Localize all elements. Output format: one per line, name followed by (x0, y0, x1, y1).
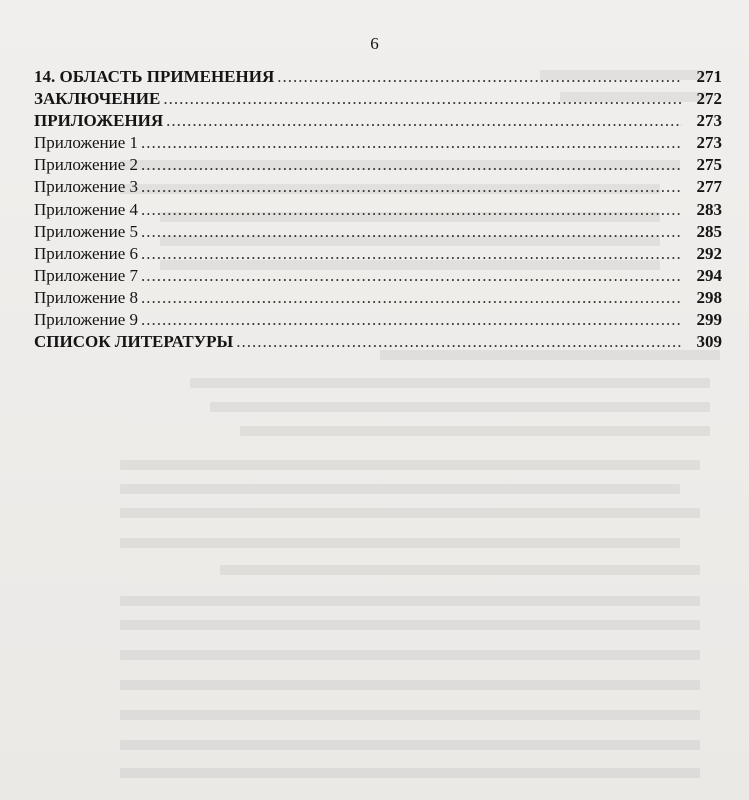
toc-entry-page: 277 (696, 177, 722, 197)
toc-entry (34, 88, 722, 110)
toc-entry-page: 285 (696, 221, 722, 241)
toc-leader-dots (141, 176, 682, 198)
toc-entry (34, 110, 722, 132)
toc-entry-title: Приложение 5 (34, 221, 138, 241)
toc-entry-page: 275 (696, 155, 722, 175)
toc-entry-title: 14. ОБЛАСТЬ ПРИМЕНЕНИЯ (34, 67, 275, 86)
toc-entry (34, 243, 722, 265)
toc-entry-page: 299 (696, 310, 722, 330)
toc-leader-dots (141, 199, 682, 221)
toc-entry (34, 287, 722, 309)
toc-entry-page: 283 (696, 199, 722, 219)
toc-entry-title: Приложение 8 (34, 287, 138, 307)
toc-entry-page: 273 (696, 133, 722, 153)
toc-entry (34, 221, 722, 243)
toc-entry (34, 331, 722, 353)
page-number: 6 (370, 34, 379, 53)
toc-leader-dots (141, 265, 682, 287)
toc-leader-dots (141, 221, 682, 243)
toc-entry-page: 273 (696, 111, 722, 131)
toc-entry-title: Приложение 2 (34, 155, 138, 175)
toc-entry-title: Приложение 4 (34, 199, 138, 219)
toc-entry (34, 132, 722, 154)
toc-entry-page: 272 (696, 89, 722, 109)
toc-leader-dots (166, 110, 682, 132)
toc-entry-title: Приложение 7 (34, 265, 138, 285)
toc-entry (34, 199, 722, 221)
toc-entry-title: Приложение 3 (34, 177, 138, 197)
toc-entry-title: СПИСОК ЛИТЕРАТУРЫ (34, 332, 234, 352)
toc-entry (34, 176, 722, 198)
toc-entry-page: 292 (696, 243, 722, 263)
toc-entry-title: ЗАКЛЮЧЕНИЕ (34, 89, 161, 109)
toc-entry (34, 66, 722, 88)
toc-leader-dots (141, 309, 682, 331)
toc-entry-page: 294 (696, 265, 722, 285)
toc-leader-dots (141, 154, 682, 176)
toc-entry (34, 265, 722, 287)
toc-leader-dots (141, 243, 682, 265)
toc-leader-dots (277, 66, 682, 88)
toc-leader-dots (141, 287, 682, 309)
toc-entry-title: Приложение 6 (34, 243, 138, 263)
toc-entry-page: 309 (696, 332, 722, 352)
toc-entry (34, 309, 722, 331)
toc-entry-title: ПРИЛОЖЕНИЯ (34, 111, 164, 131)
toc-leader-dots (163, 88, 682, 110)
toc-leader-dots (141, 132, 682, 154)
toc-entry-page: 271 (696, 67, 722, 86)
toc-leader-dots (236, 331, 682, 353)
toc-entry (34, 154, 722, 176)
toc-entry-page: 298 (696, 287, 722, 307)
table-of-contents (34, 66, 722, 353)
toc-entry-title: Приложение 1 (34, 133, 138, 153)
toc-entry-title: Приложение 9 (34, 310, 138, 330)
